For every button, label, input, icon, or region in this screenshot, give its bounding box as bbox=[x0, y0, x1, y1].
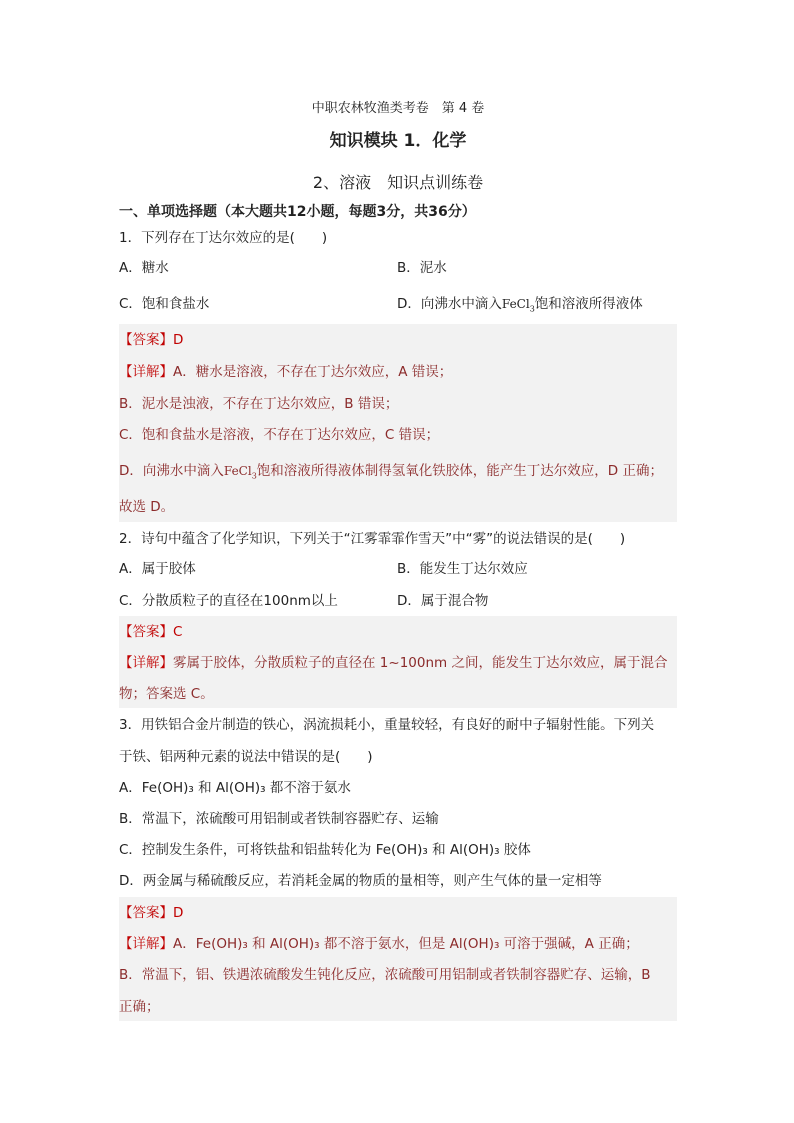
q1-option-a: A．糖水 bbox=[119, 260, 169, 276]
q3-stem-1: 3．用铁铝合金片制造的铁心，涡流损耗小，重量较轻，有良好的耐中子辐射性能。下列关 bbox=[119, 717, 655, 733]
q1-detail-2: B．泥水是浊液，不存在丁达尔效应，B 错误； bbox=[119, 396, 399, 412]
fecl3-formula: FeCl$_3$ bbox=[501, 297, 535, 314]
q1-detail-3: C．饱和食盐水是溶液，不存在丁达尔效应，C 错误； bbox=[119, 427, 440, 443]
q3-stem-2: 于铁、铝两种元素的说法中错误的是( ) bbox=[119, 749, 373, 765]
q1-detail-5: 故选 D。 bbox=[119, 499, 175, 515]
q2-option-d: D．属于混合物 bbox=[397, 593, 489, 609]
q2-option-b: B．能发生丁达尔效应 bbox=[397, 561, 528, 577]
q1-option-d bbox=[397, 294, 643, 319]
q3-option-c: C．控制发生条件，可将铁盐和铝盐转化为 Fe(OH)₃ 和 Al(OH)₃ 胶体 bbox=[119, 842, 531, 858]
q1-detail-4: D．向沸水中滴入FeCl$_3$饱和溶液所得液体制得氢氧化铁胶体，能产生丁达尔效应，D 正确； bbox=[119, 463, 663, 481]
q3-option-d: D．两金属与稀硫酸反应，若消耗金属的物质的量相等，则产生气体的量一定相等 bbox=[119, 873, 602, 889]
q1-option-b: B．泥水 bbox=[397, 260, 447, 276]
q1-option-c: C．饱和食盐水 bbox=[119, 296, 210, 312]
q2-detail-2: 物；答案选 C。 bbox=[119, 686, 214, 702]
q1-answer-box bbox=[119, 324, 677, 522]
q2-stem: 2．诗句中蕴含了化学知识，下列关于“江雾霏霏作雪天”中“雾”的说法错误的是( ) bbox=[119, 531, 626, 547]
q3-answer: 【答案】D bbox=[119, 905, 184, 921]
q1-option-d-text: D．向沸水中滴入 bbox=[397, 296, 502, 312]
q2-answer: 【答案】C bbox=[119, 624, 183, 640]
module-title: 知识模块 1．化学 bbox=[329, 131, 467, 151]
q1-stem: 1．下列存在丁达尔效应的是( ) bbox=[119, 230, 328, 246]
q2-detail-1: 【详解】雾属于胶体，分散质粒子的直径在 1~100nm 之间，能发生丁达尔效应，属于混合 bbox=[119, 655, 668, 671]
q1-detail-1: 【详解】A．糖水是溶液，不存在丁达尔效应，A 错误； bbox=[119, 364, 453, 380]
topic-title: 2、溶液 知识点训练卷 bbox=[312, 173, 484, 192]
q2-option-a: A．属于胶体 bbox=[119, 561, 196, 577]
q3-option-b: B．常温下，浓硫酸可用铝制或者铁制容器贮存、运输 bbox=[119, 811, 439, 827]
section-heading: 一、单项选择题（本大题共12小题，每题3分，共36分） bbox=[119, 204, 476, 220]
q3-answer-box bbox=[119, 897, 677, 1021]
q3-option-a: A．Fe(OH)₃ 和 Al(OH)₃ 都不溶于氨水 bbox=[119, 780, 351, 796]
exam-title: 中职农林牧渔类考卷 第 4 卷 bbox=[311, 101, 485, 116]
q2-option-c: C．分散质粒子的直径在100nm以上 bbox=[119, 593, 338, 609]
q3-detail-3: 正确； bbox=[119, 999, 160, 1015]
q1-answer: 【答案】D bbox=[119, 332, 184, 348]
q1-option-d-text-end: 饱和溶液所得液体 bbox=[534, 296, 643, 312]
q3-detail-2: B．常温下，铝、铁遇浓硫酸发生钝化反应，浓硫酸可用铝制或者铁制容器贮存、运输，B bbox=[119, 967, 651, 983]
q3-detail-1: 【详解】A．Fe(OH)₃ 和 Al(OH)₃ 都不溶于氨水，但是 Al(OH)₃ 可溶于强碱，A 正确； bbox=[119, 936, 639, 952]
